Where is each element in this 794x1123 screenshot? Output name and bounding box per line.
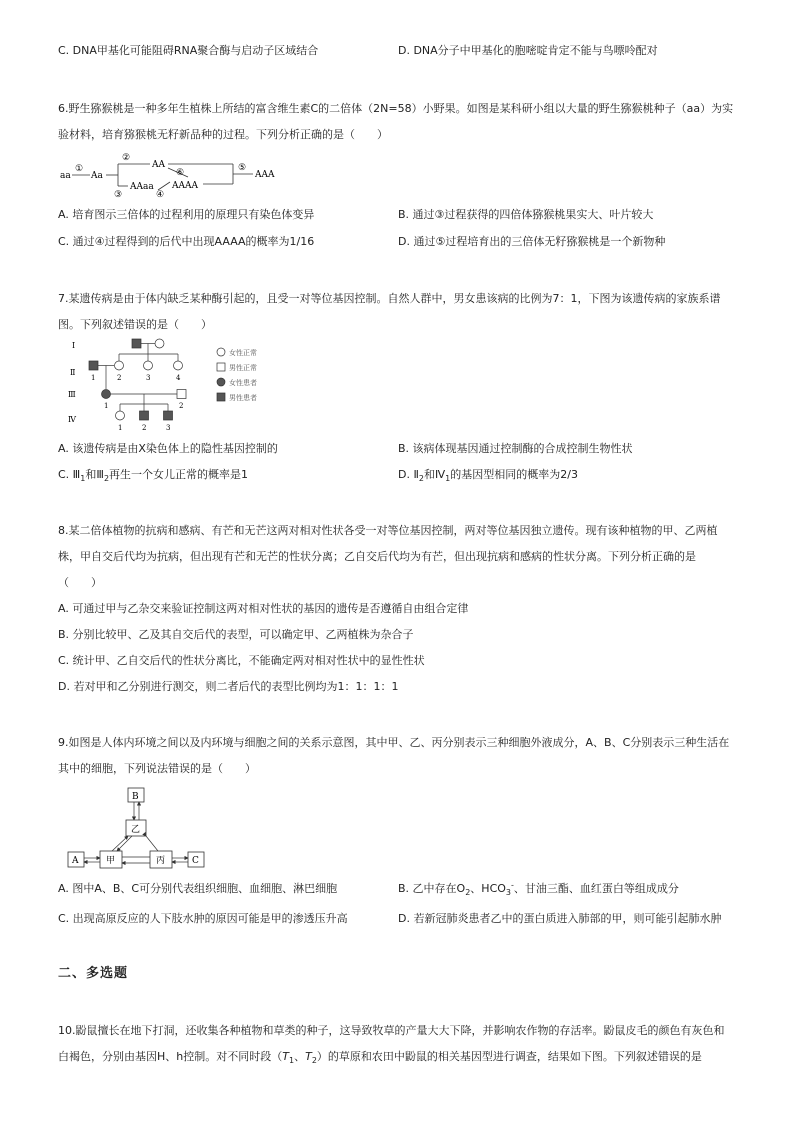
q7-stem-line1: 7.某遗传病是由于体内缺乏某种酶引起的，且受一对等位基因控制。自然人群中，男女患该病的比例为7：1，下图为该遗传病的家族系谱 (58, 292, 721, 305)
label-II-3: 3 (146, 374, 151, 382)
q9-option-b: B. 乙中存在$O_2$、$HCO_3^-$、甘油三酯、血红蛋白等组成成分 (398, 880, 679, 898)
II-2-female-normal (115, 361, 124, 370)
I-1-male-affected (132, 339, 141, 348)
q9-stem-line1: 9.如图是人体内环境之间以及内环境与细胞之间的关系示意图，其中甲、乙、丙分别表示三种细胞外液成分，A、B、C分别表示三种生活在 (58, 736, 730, 749)
q9-option-a: A. 图中A、B、C可分别代表组织细胞、血细胞、淋巴细胞 (58, 882, 338, 895)
q6-option-c: C. 通过④过程得到的后代中出现AAAA的概率为1/16 (58, 235, 315, 248)
label-B: B (132, 792, 139, 802)
node-AAA: AAA (255, 170, 275, 180)
node-aa: aa (60, 171, 71, 181)
q8-stem-line3: （ ） (58, 576, 102, 589)
label-A: A (72, 856, 79, 866)
q10-stem-line1: 10.鼢鼠擅长在地下打洞，还收集各种植物和草类的种子，这导致牧草的产量大大下降，并影响农作物的存活率。鼢鼠皮毛的颜色有灰色和 (58, 1024, 725, 1037)
node-AAAA: AAAA (172, 181, 198, 191)
gen-II: Ⅱ (70, 368, 76, 377)
gen-IV: Ⅳ (68, 415, 76, 424)
step-5: ⑤ (238, 163, 247, 173)
IV-3-male-affected (164, 411, 173, 420)
label-II-1: 1 (91, 374, 96, 382)
label-IV-2: 2 (142, 424, 147, 432)
q6-stem-line1: 6.野生猕猴桃是一种多年生植株上所结的富含维生素C的二倍体（2N=58）小野果。如图是某科研小组以大量的野生猕猴桃种子（aa）为实 (58, 102, 734, 115)
label-C: C (192, 856, 199, 866)
section-title-multiple-choice: 二、多选题 (58, 966, 129, 981)
q8-option-d: D. 若对甲和乙分别进行测交，则二者后代的表型比例均为1：1：1：1 (58, 680, 399, 693)
step-6: ⑥ (176, 168, 185, 178)
step-2: ② (122, 153, 131, 163)
legend-female-affected: 女性患者 (229, 379, 257, 387)
legend-male-affected: 男性患者 (229, 394, 257, 402)
label-IV-1: 1 (118, 424, 123, 432)
q8-stem (58, 518, 738, 596)
q8-stem-line1: 8.某二倍体植物的抗病和感病、有芒和无芒这两对相对性状各受一对等位基因控制，两对等位基因独立遗传。现有该种植物的甲、乙两植 (58, 524, 718, 537)
III-1-female-affected (102, 390, 111, 399)
label-bing: 丙 (156, 856, 166, 866)
q9-body-fluid-diagram (62, 782, 222, 874)
q5-option-c: C. DNA甲基化可能阻碍RNA聚合酶与启动子区域结合 (58, 44, 319, 57)
q7-option-c: C. $Ⅲ_1$和$Ⅲ_2$再生一个女儿正常的概率是1 (58, 468, 249, 484)
q7-option-d: D. $Ⅱ_2$和$Ⅳ_1$的基因型相同的概率为2/3 (398, 468, 578, 484)
label-yi: 乙 (131, 825, 141, 835)
label-IV-3: 3 (166, 424, 171, 432)
q7-option-a: A. 该遗传病是由X染色体上的隐性基因控制的 (58, 442, 278, 455)
node-AA: AA (152, 160, 165, 170)
q7-pedigree-chart (58, 332, 278, 436)
q9-option-c: C. 出现高原反应的人下肢水肿的原因可能是甲的渗透压升高 (58, 912, 348, 925)
legend-male-normal-symbol (217, 363, 225, 371)
node-Aa: Aa (91, 171, 103, 181)
label-II-2: 2 (117, 374, 122, 382)
q8-option-c: C. 统计甲、乙自交后代的性状分离比，不能确定两对相对性状中的显性性状 (58, 654, 425, 667)
label-III-2: 2 (179, 402, 184, 410)
q8-option-a: A. 可通过甲与乙杂交来验证控制这两对相对性状的基因的遗传是否遵循自由组合定律 (58, 602, 469, 615)
q6-option-d: D. 通过⑤过程培育出的三倍体无籽猕猴桃是一个新物种 (398, 235, 666, 248)
III-2-male-normal (177, 390, 186, 399)
q7-stem-line2: 图。下列叙述错误的是（ ） (58, 318, 212, 331)
q6-option-b: B. 通过③过程获得的四倍体猕猴桃果实大、叶片较大 (398, 208, 654, 221)
legend-male-normal: 男性正常 (229, 364, 257, 372)
q8-stem-line2: 株，甲自交后代均为抗病，但出现有芒和无芒的性状分离；乙自交后代均为有芒，但出现抗病和感病的性状分离。下列分析正确的是 (58, 550, 696, 563)
q5-option-d: D. DNA分子中甲基化的胞嘧啶肯定不能与鸟嘌呤配对 (398, 44, 658, 57)
q6-stem-line2: 验材料，培育猕猴桃无籽新品种的过程。下列分析正确的是（ ） (58, 128, 388, 141)
IV-1-female-normal (116, 411, 125, 420)
IV-2-male-affected (140, 411, 149, 420)
label-III-1: 1 (104, 402, 109, 410)
q6-breeding-diagram (58, 150, 298, 198)
label-jia: 甲 (106, 856, 116, 866)
q6-option-a: A. 培育图示三倍体的过程利用的原理只有染色体变异 (58, 208, 315, 221)
q10-stem (58, 1018, 738, 1074)
q6-stem (58, 96, 738, 148)
legend-male-affected-symbol (217, 393, 225, 401)
node-AAaa: AAaa (130, 182, 154, 192)
q9-option-d: D. 若新冠肺炎患者乙中的蛋白质进入肺部的甲，则可能引起肺水肿 (398, 912, 722, 925)
q9-stem-line2: 其中的细胞，下列说法错误的是（ ） (58, 762, 256, 775)
q9-stem (58, 730, 738, 782)
II-4-female-normal (174, 361, 183, 370)
legend-female-affected-symbol (217, 378, 225, 386)
II-1-male-affected (89, 361, 98, 370)
I-2-female-normal (155, 339, 164, 348)
step-1: ① (75, 164, 84, 174)
legend-female-normal: 女性正常 (229, 349, 257, 357)
gen-I: Ⅰ (72, 341, 76, 350)
label-II-4: 4 (176, 374, 181, 382)
step-3: ③ (114, 190, 123, 198)
q7-stem (58, 286, 738, 338)
q8-option-b: B. 分别比较甲、乙及其自交后代的表型，可以确定甲、乙两植株为杂合子 (58, 628, 414, 641)
II-3-female-normal (144, 361, 153, 370)
q10-stem-line2: 白褐色，分别由基因H、h控制。对不同时段（$T_1$、$T_2$）的草原和农田中鼢鼠的相关基因型进行调查，结果如下图。下列叙述错误的是 (58, 1050, 702, 1066)
step-4: ④ (156, 190, 165, 198)
legend-female-normal-symbol (217, 348, 225, 356)
gen-III: Ⅲ (68, 390, 76, 399)
q7-option-b: B. 该病体现基因通过控制酶的合成控制生物性状 (398, 442, 633, 455)
